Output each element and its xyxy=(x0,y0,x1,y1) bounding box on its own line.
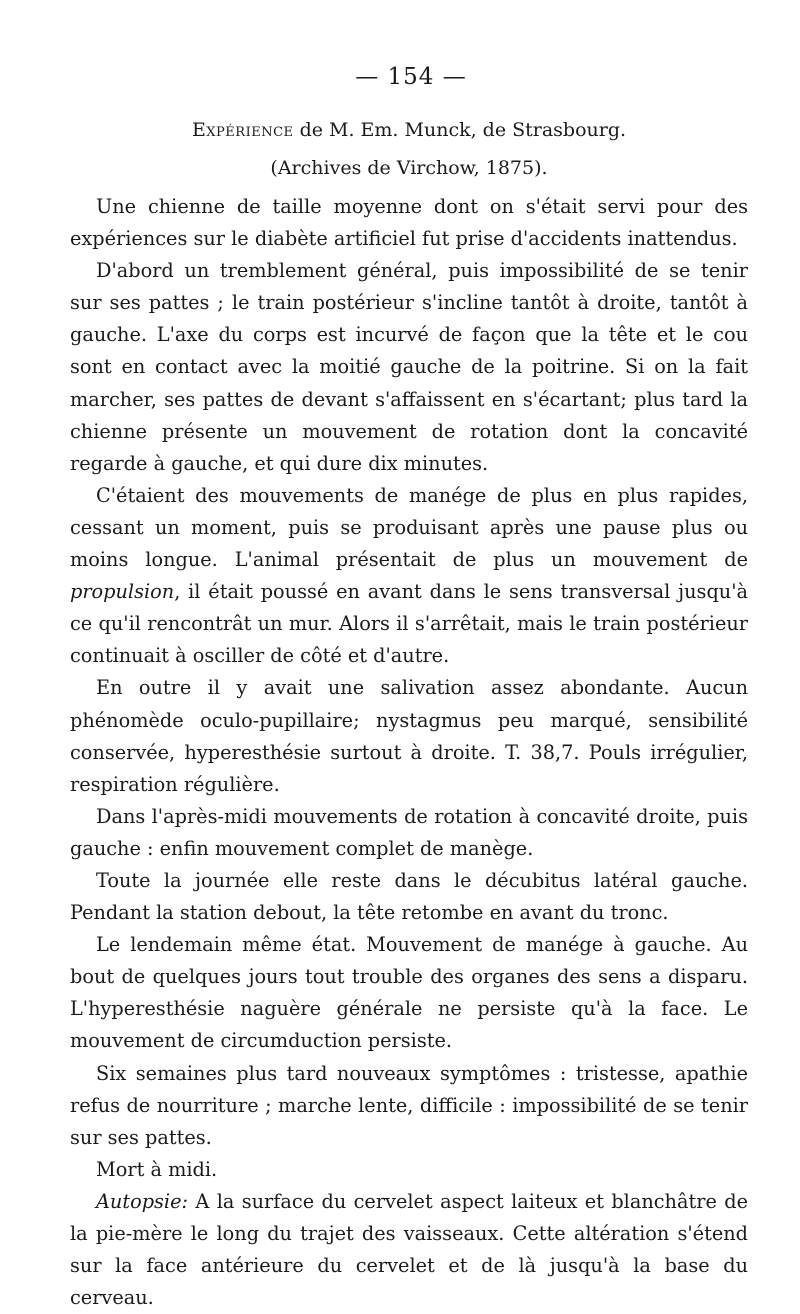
paragraph: D'abord un tremblement général, puis impossibilité de se tenir sur ses pattes ; le train postérieur s'incline tantôt à droite, tantôt à gauche. L'axe du corps est incurvé de façon que la tête et le cou sont en contact avec la moitié gauche de la poitrine. Si on la fait marcher, ses pattes de devant s'affaissent en s'écartant; plus tard la chienne présente un mouvement de rotation dont la concavité regarde à gauche, et qui dure dix minutes. xyxy=(70,259,748,475)
emphasis: Autopsie: xyxy=(96,1189,189,1213)
page-number: — 154 — xyxy=(355,64,467,90)
paragraph: Dans l'après-midi mouvements de rotation à concavité droite, puis gauche : enfin mouvement complet de manège. xyxy=(70,804,748,860)
paragraph: Le lendemain même état. Mouvement de manége à gauche. Au bout de quelques jours tout trouble des organes des sens a disparu. L'hyperesthésie naguère générale ne persiste qu'à la face. Le mouvement de circumduction persiste. xyxy=(70,933,748,1053)
paragraph: Une chienne de taille moyenne dont on s'était servi pour des expériences sur le diabète artificiel fut prise d'accidents inattendus. xyxy=(70,195,748,251)
section-heading xyxy=(70,117,748,143)
paragraph: En outre il y avait une salivation assez abondante. Aucun phénomède oculo-pupillaire; nystagmus peu marqué, sensibilité conservée, hyperesthésie surtout à droite. T. 38,7. Pouls irrégulier, respiration régulière. xyxy=(70,676,748,796)
paragraph: Six semaines plus tard nouveaux symptômes : tristesse, apathie refus de nourriture ; marche lente, difficile : impossibilité de se tenir sur ses pattes. xyxy=(70,1061,748,1149)
paragraph: C'étaient des mouvements de manége de plus en plus rapides, cessant un moment, puis se produisant après une pause plus ou moins longue. L'animal présentait de plus un mouvement de propulsion, il était poussé en avant dans le sens transversal jusqu'à ce qu'il rencontrât un mur. Alors il s'arrêtait, mais le train postérieur continuait à osciller de côté et d'autre. xyxy=(70,483,748,668)
paragraph: Autopsie: A la surface du cervelet aspect laiteux et blanchâtre de la pie-mère le long du trajet des vaisseaux. Cette altération s'étend sur la face antérieure du cervelet et de là jusqu'à la base du cerveau. xyxy=(70,1189,748,1310)
paragraph: Toute la journée elle reste dans le décubitus latéral gauche. Pendant la station debout, la tête retombe en avant du tronc. xyxy=(70,868,748,925)
emphasis: propulsion xyxy=(70,580,175,604)
heading-prefix: Expérience xyxy=(191,119,294,141)
source-citation: (Archives de Virchow, 1875). xyxy=(270,157,548,179)
body-text xyxy=(70,191,748,1314)
heading-rest: de M. Em. Munck, de Strasbourg. xyxy=(293,119,627,141)
paragraph: Mort à midi. xyxy=(96,1157,218,1181)
